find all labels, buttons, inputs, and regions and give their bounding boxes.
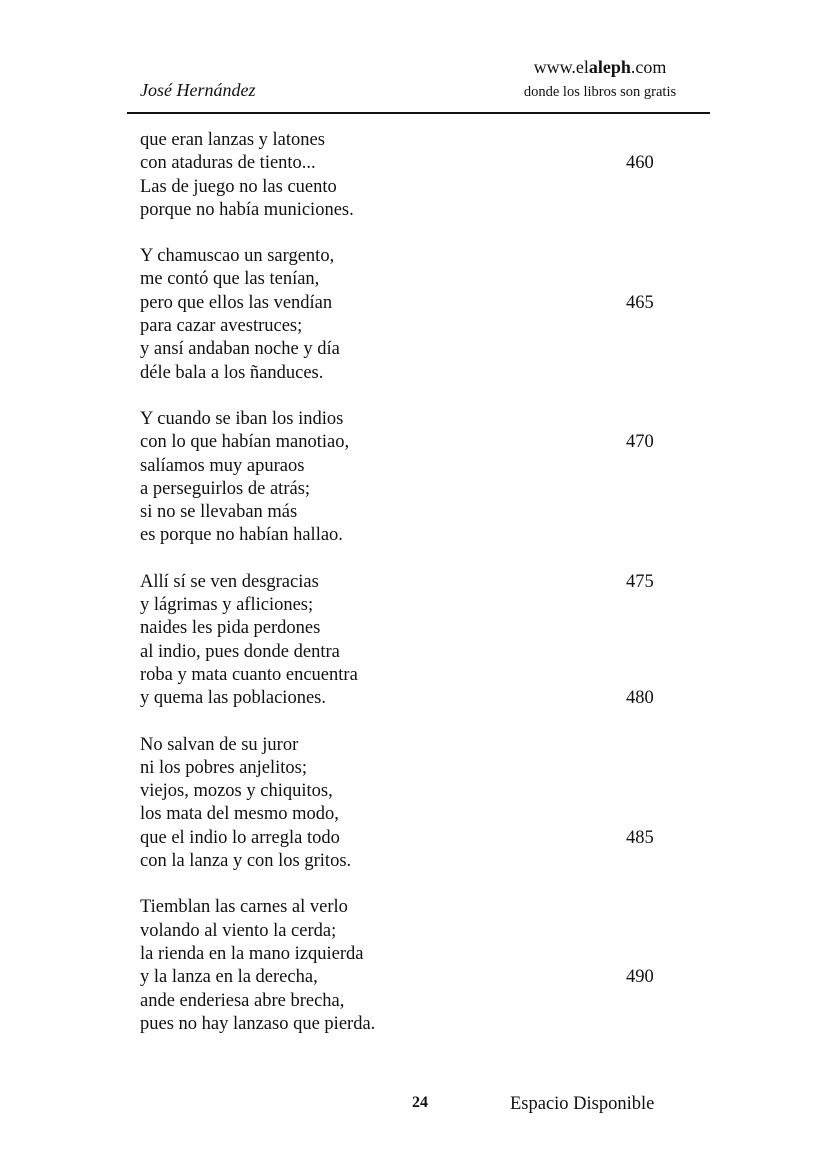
verse-line <box>140 966 700 989</box>
verse-line <box>140 734 700 757</box>
verse-text: naides les pida perdones <box>140 618 321 639</box>
verse-line <box>140 524 700 547</box>
verse-line-number: 475 <box>626 571 654 592</box>
verse-line <box>140 245 700 268</box>
verse-line <box>140 501 700 524</box>
site-tagline: donde los libros son gratis <box>523 84 677 100</box>
stanza <box>140 896 700 1036</box>
verse-line <box>140 850 700 873</box>
verse-text: volando al viento la cerda; <box>140 920 337 941</box>
stanza <box>140 571 700 711</box>
verse-line <box>140 455 700 478</box>
verse-text: y ansí andaban noche y día <box>140 339 340 360</box>
verse-text: No salvan de su juror <box>140 734 299 755</box>
verse-text: y la lanza en la derecha, <box>140 967 318 988</box>
verse-line <box>140 431 700 454</box>
author-name: José Hernández <box>140 80 256 100</box>
verse-text: Y cuando se iban los indios <box>140 408 344 429</box>
verse-line <box>140 338 700 361</box>
verse-text: ande enderiesa abre brecha, <box>140 990 345 1011</box>
verse-line <box>140 617 700 640</box>
footer-note: Espacio Disponible <box>510 1094 655 1114</box>
verse-line <box>140 641 700 664</box>
verse-line <box>140 268 700 291</box>
verse-line <box>140 1013 700 1036</box>
verse-text: viejos, mozos y chiquitos, <box>140 781 333 802</box>
verse-text: los mata del mesmo modo, <box>140 804 339 825</box>
verse-line <box>140 827 700 850</box>
verse-line <box>140 990 700 1013</box>
verse-text: Tiemblan las carnes al verlo <box>140 897 348 918</box>
site-url[interactable] <box>500 57 700 78</box>
site-url-suffix: .com <box>630 57 667 77</box>
verse-text: pues no hay lanzaso que pierda. <box>140 1013 376 1034</box>
verse-line <box>140 687 700 710</box>
verse-text: para cazar avestruces; <box>140 316 303 337</box>
site-url-prefix: www.el <box>533 57 589 77</box>
verse-line <box>140 362 700 385</box>
verse-text: porque no había municiones. <box>140 199 354 220</box>
verse-text: me contó que las tenían, <box>140 269 320 290</box>
verse-line <box>140 920 700 943</box>
verse-line <box>140 292 700 315</box>
verse-line <box>140 315 700 338</box>
verse-line <box>140 757 700 780</box>
verse-line <box>140 803 700 826</box>
verse-text: ni los pobres anjelitos; <box>140 757 307 778</box>
verse-line <box>140 943 700 966</box>
verse-text: con la lanza y con los gritos. <box>140 851 352 872</box>
verse-line <box>140 176 700 199</box>
verse-text: que eran lanzas y latones <box>140 130 325 150</box>
verse-line <box>140 152 700 175</box>
site-url-brand: aleph <box>588 57 631 77</box>
verse-text: es porque no habían hallao. <box>140 525 343 546</box>
verse-line-number: 470 <box>626 432 654 453</box>
verse-line <box>140 594 700 617</box>
stanza <box>140 734 700 874</box>
verse-line <box>140 478 700 501</box>
verse-text: Allí sí se ven desgracias <box>140 571 319 592</box>
verse-line-number: 480 <box>626 688 654 709</box>
verse-text: pero que ellos las vendían <box>140 292 333 313</box>
verse-line-number: 490 <box>626 967 654 988</box>
verse-text: al indio, pues donde dentra <box>140 641 340 662</box>
verse-line-number: 460 <box>626 153 654 174</box>
verse-text: que el indio lo arregla todo <box>140 827 340 848</box>
verse-text: con ataduras de tiento... <box>140 153 316 174</box>
verse-text: con lo que habían manotiao, <box>140 432 350 453</box>
verse-text: Las de juego no las cuento <box>140 176 337 197</box>
verse-text: y quema las poblaciones. <box>140 688 326 709</box>
verse-line-number: 465 <box>626 292 654 313</box>
verse-text: la rienda en la mano izquierda <box>140 943 364 964</box>
verse-text: déle bala a los ñanduces. <box>140 362 324 383</box>
verse-line <box>140 896 700 919</box>
verse-text: a perseguirlos de atrás; <box>140 478 311 499</box>
stanza <box>140 245 700 385</box>
verse-line-number: 485 <box>626 827 654 848</box>
verse-text: Y chamuscao un sargento, <box>140 246 335 267</box>
page-number: 24 <box>412 1094 428 1111</box>
poem-body <box>140 129 700 1059</box>
verse-line <box>140 571 700 594</box>
verse-text: roba y mata cuanto encuentra <box>140 664 358 685</box>
verse-line <box>140 199 700 222</box>
verse-text: si no se llevaban más <box>140 502 298 523</box>
verse-line <box>140 664 700 687</box>
verse-text: salíamos muy apuraos <box>140 455 305 476</box>
verse-line <box>140 408 700 431</box>
verse-text: y lágrimas y afliciones; <box>140 595 314 616</box>
stanza <box>140 408 700 548</box>
verse-line <box>140 129 700 152</box>
header-divider <box>127 112 710 114</box>
verse-line <box>140 780 700 803</box>
stanza <box>140 129 700 222</box>
